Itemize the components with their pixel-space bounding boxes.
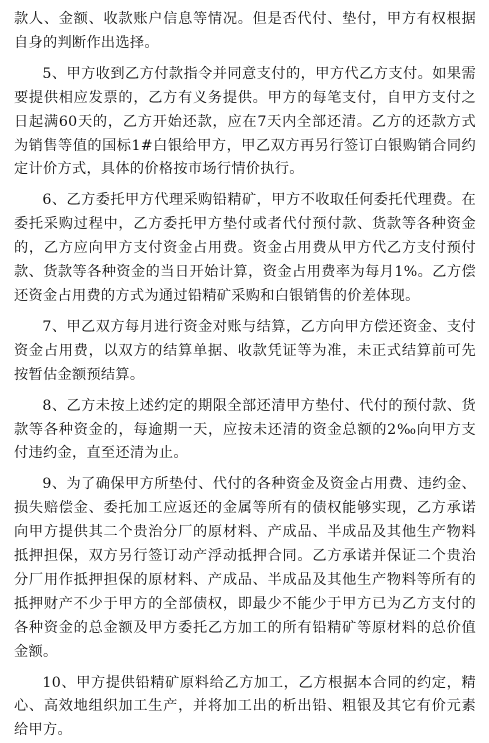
paragraph-clause-5: 5、甲方收到乙方付款指令并同意支付的，甲方代乙方支付。如果需要提供相应发票的，乙方有义务提供。甲方的每笔支付，自甲方支付之日起满60天的，乙方开始还款，应在7天内全部还清。乙方的还款方式为销售等值的国标1#白银给甲方，甲乙双方再另行签订白银购销合同约定计价方式，具体的价格按市场行情价执行。 (14, 65, 476, 178)
paragraph-clause-9: 9、为了确保甲方所垫付、代付的各种资金及资金占用费、违约金、损失赔偿金、委托加工应返还的金属等所有的债权能够实现，乙方承诺向甲方提供其二个贵治分厂的原材料、产成品、半成品及其他生产物料抵押担保，双方另行签订动产浮动抵押合同。乙方承诺并保证二个贵治分厂用作抵押担保的原材料、产成品、半成品及其他生产物料等所有的抵押财产不少于甲方的全部债权，即最少不能少于甲方已为乙方支付的各种资金的总金额及甲方委托乙方加工的所有铅精矿等原材料的总价值金额。 (14, 476, 476, 660)
document-page (14, 8, 476, 743)
paragraph-clause-10: 10、甲方提供铅精矿原料给乙方加工，乙方根据本合同的约定，精心、高效地组织加工生产，并将加工出的析出铅、粗银及其它有价元素给甲方。 (14, 674, 476, 739)
paragraph-clause-7: 7、甲乙双方每月进行资金对账与结算，乙方向甲方偿还资金、支付资金占用费，以双方的结算单据、收款凭证等为准，未正式结算前可先按暂估金额预结算。 (14, 318, 476, 383)
paragraph-continuation: 款人、金额、收款账户信息等情况。但是否代付、垫付，甲方有权根据自身的判断作出选择。 (14, 11, 476, 51)
paragraph-clause-6: 6、乙方委托甲方代理采购铅精矿，甲方不收取任何委托代理费。在委托采购过程中，乙方委托甲方垫付或者代付预付款、货款等各种资金的，乙方应向甲方支付资金占用费。资金占用费从甲方代乙方支付预付款、货款等各种资金的当日开始计算，资金占用费率为每月1%。乙方偿还资金占用费的方式为通过铅精矿采购和白银销售的价差体现。 (14, 192, 476, 304)
paragraph-clause-8: 8、乙方未按上述约定的期限全部还清甲方垫付、代付的预付款、货款等各种资金的，每逾期一天，应按未还清的资金总额的2‰向甲方支付违约金，直至还清为止。 (14, 397, 476, 462)
